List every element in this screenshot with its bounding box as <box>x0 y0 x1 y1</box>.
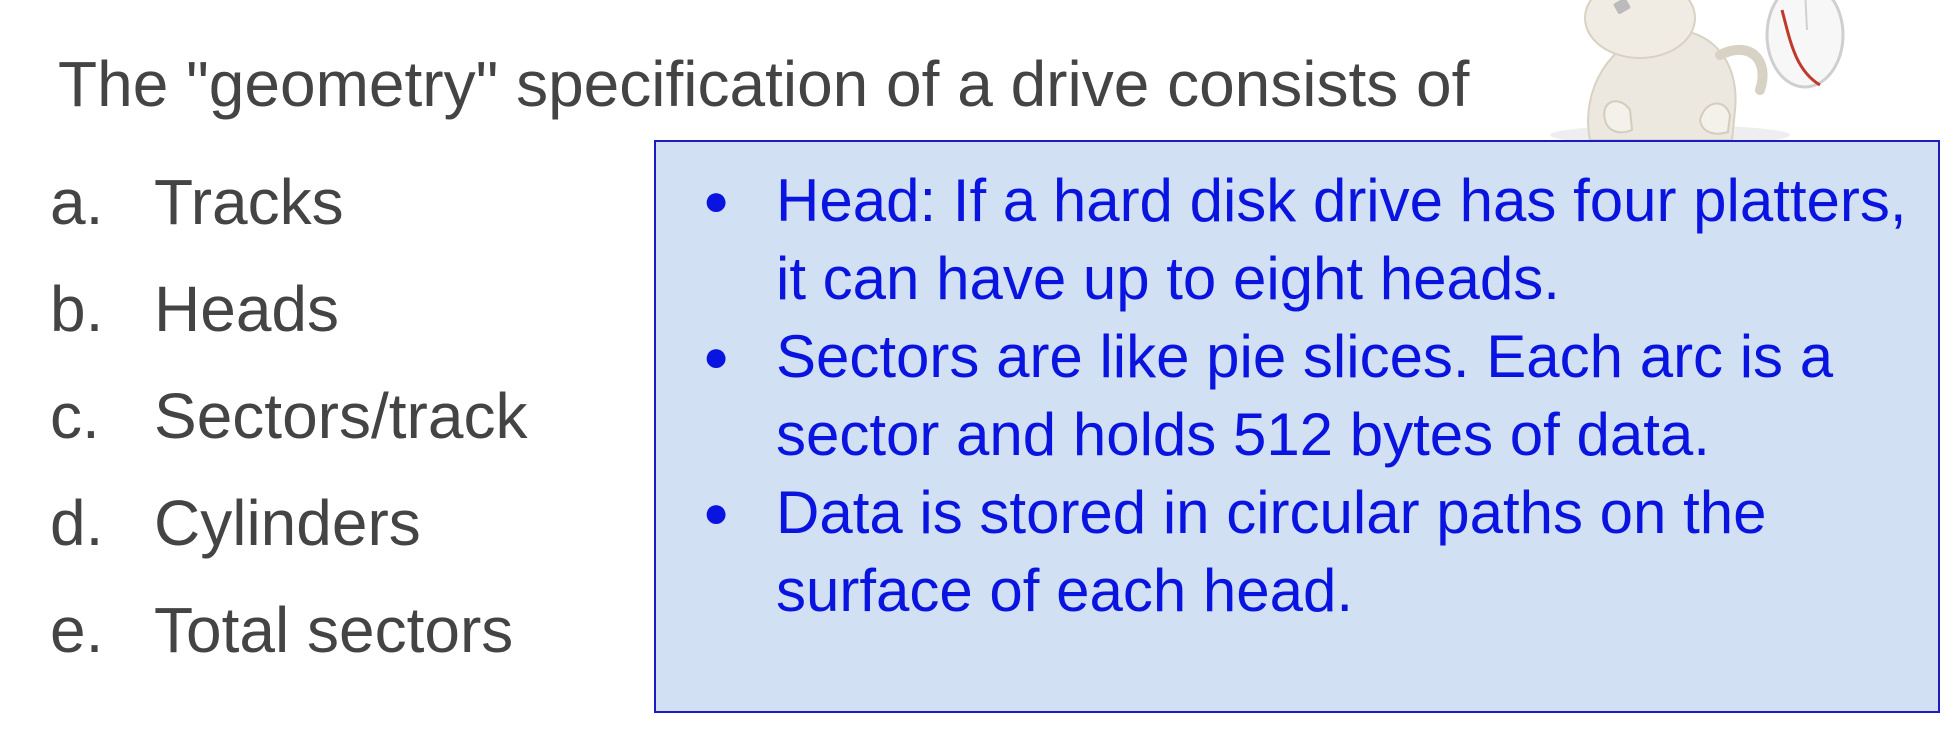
list-marker: d. <box>50 487 104 559</box>
bullet-icon: ● <box>702 176 730 225</box>
explanation-item-tracks <box>686 474 1926 630</box>
cat-with-mouse-image <box>1520 0 1850 140</box>
explanation-text: Head: If a hard disk drive has four platters, it can have up to eight heads. <box>776 167 1907 312</box>
explanation-textbox <box>654 140 1940 713</box>
list-marker: e. <box>50 594 104 666</box>
list-marker: c. <box>50 380 100 452</box>
bullet-icon: ● <box>702 488 730 537</box>
list-marker: b. <box>50 273 104 345</box>
term-label: Cylinders <box>154 487 421 559</box>
bullet-icon: ● <box>702 332 730 381</box>
list-marker: a. <box>50 166 104 238</box>
term-label: Sectors/track <box>154 380 528 452</box>
explanation-item-sectors <box>686 318 1926 474</box>
slide-title: The "geometry" specification of a drive consists of <box>58 48 1470 120</box>
explanation-text: Sectors are like pie slices. Each arc is a sector and holds 512 bytes of data. <box>776 323 1834 468</box>
explanation-list <box>686 162 1926 630</box>
explanation-item-head <box>686 162 1926 318</box>
term-label: Total sectors <box>154 594 514 666</box>
term-label: Tracks <box>154 166 344 238</box>
explanation-text: Data is stored in circular paths on the surface of each head. <box>776 479 1767 624</box>
term-label: Heads <box>154 273 339 345</box>
